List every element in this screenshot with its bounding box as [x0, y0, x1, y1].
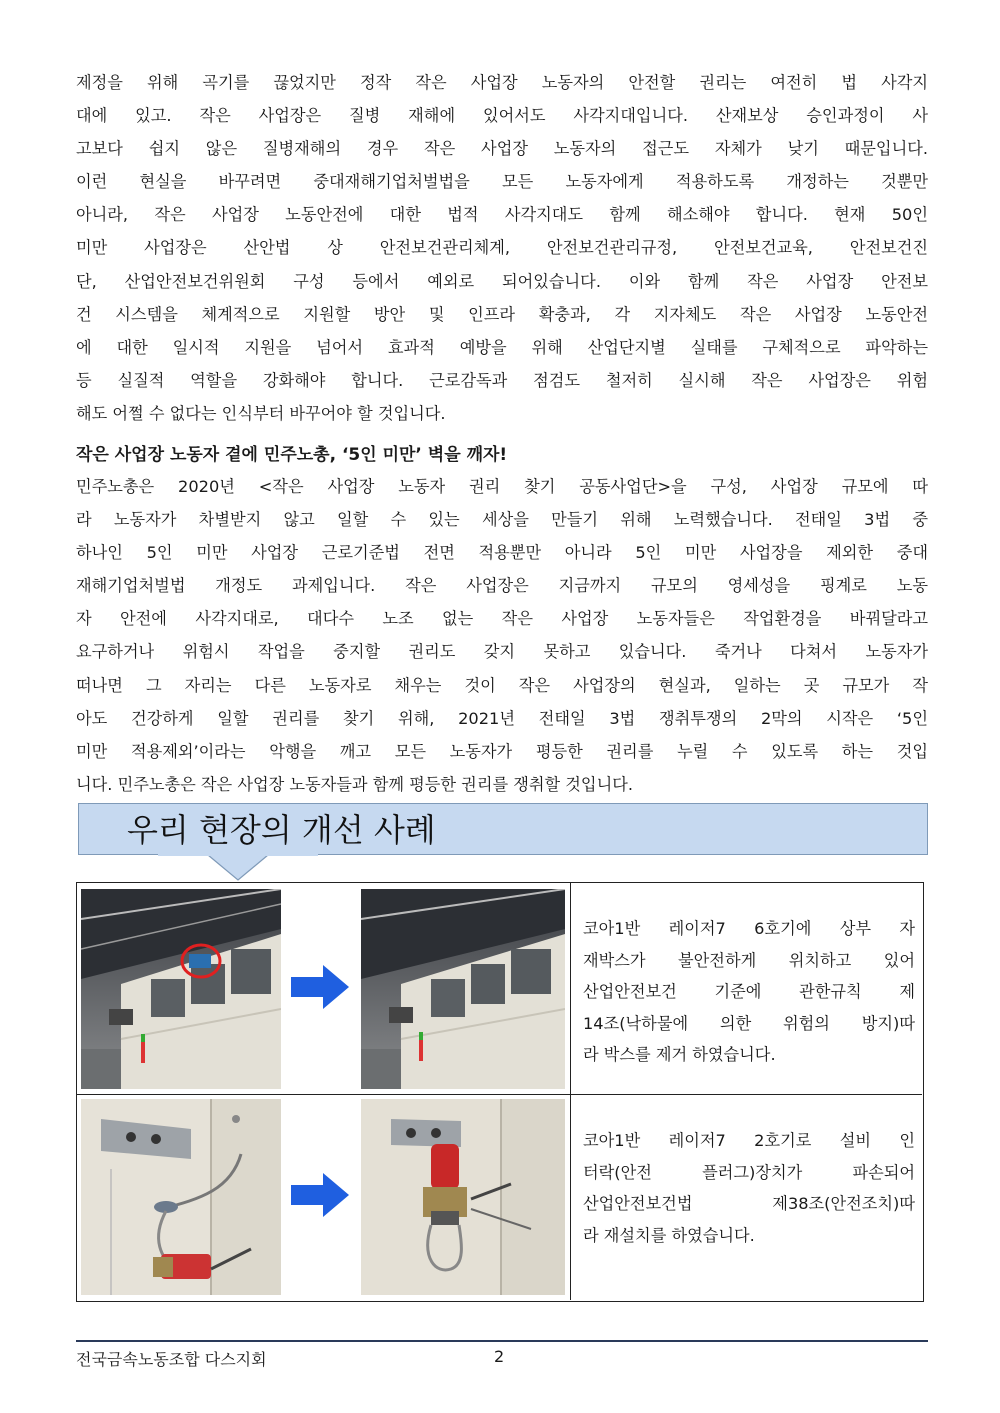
before-photo: [81, 1099, 281, 1295]
paragraph-line: 요구하거나 위험시 작업을 중지할 권리도 갖지 못하고 있습니다. 죽거나 다쳐서 노동자가: [76, 642, 928, 662]
banner-title: 우리 현장의 개선 사례: [127, 811, 436, 849]
arrow-right-icon: [291, 965, 349, 1009]
footer-divider: [76, 1340, 928, 1342]
paragraph-line: 에 대한 일시적 지원을 넘어서 효과적 예방을 위해 산업단지별 실태를 구체적으로 파악하는: [76, 337, 928, 357]
paragraph-line: 대에 있고. 작은 사업장은 질병 재해에 있어서도 사각지대입니다. 산재보상 승인과정이 사: [76, 106, 928, 126]
after-photo: [361, 1099, 565, 1295]
arrow-right-icon: [291, 1173, 349, 1217]
paragraph-line: 단, 산업안전보건위원회 구성 등에서 예외로 되어있습니다. 이와 함께 작은 사업장 안전보: [76, 271, 928, 291]
case-row-2: [77, 1095, 922, 1300]
description-line: 14조(낙하물에 의한 위험의 방지)따: [583, 1013, 915, 1033]
description-line: 터락(안전 플러그)장치가 파손되어: [583, 1162, 915, 1182]
case-description: [583, 913, 915, 1071]
improvement-cases-table: [76, 882, 924, 1302]
case-row-1: [77, 883, 922, 1095]
paragraph-line: 제정을 위해 곡기를 끊었지만 정작 작은 사업장 노동자의 안전할 권리는 여전히 법 사각지: [76, 73, 928, 92]
banner-pointer-icon: [158, 854, 318, 882]
paragraph-line: 고보다 쉽지 않은 질병재해의 경우 작은 사업장 노동자의 접근도 자체가 낮기 때문입니다.: [76, 139, 928, 159]
description-line: 코아1반 레이저7 2호기로 설비 인: [583, 1131, 915, 1150]
paragraph-line: 아니라, 작은 사업장 노동안전에 대한 법적 사각지대도 함께 해소해야 합니다. 현재 50인: [76, 205, 928, 225]
paragraph-line: 미만 사업장은 산안법 상 안전보건관리체계, 안전보건관리규정, 안전보건교육, 안전보건진: [76, 238, 928, 258]
description-line: 재박스가 불안전하게 위치하고 있어: [583, 950, 915, 970]
before-photo: [81, 889, 281, 1089]
after-photo: [361, 889, 565, 1089]
description-line: 산업안전보건법 제38조(안전조치)따: [583, 1194, 915, 1213]
footer-organization: 전국금속노동조합 다스지회: [76, 1350, 267, 1369]
description-line: 코아1반 레이저7 6호기에 상부 자: [583, 919, 915, 938]
paragraph-line: 아도 건강하게 일할 권리를 찾기 위해, 2021년 전태일 3법 쟁취투쟁의 2막의 시작은 ‘5인: [76, 708, 928, 728]
case-photos: [77, 1095, 571, 1300]
section-heading: 작은 사업장 노동자 곁에 민주노총, ‘5인 미만’ 벽을 깨자!: [76, 445, 508, 465]
paragraph-line: 건 시스템을 체계적으로 지원할 방안 및 인프라 확충과, 각 지자체도 작은 사업장 노동안전: [76, 304, 928, 324]
paragraph-line: 재해기업처벌법 개정도 과제입니다. 작은 사업장은 지금까지 규모의 영세성을 핑계로 노동: [76, 576, 928, 596]
paragraph-line: 하나인 5인 미만 사업장 근로기준법 전면 적용뿐만 아니라 5인 미만 사업장을 제외한 중대: [76, 543, 928, 563]
paragraph-line: 떠나면 그 자리는 다른 노동자로 채우는 것이 작은 사업장의 현실과, 일하는 곳 규모가 작: [76, 675, 928, 695]
body-paragraph-1: [76, 66, 928, 430]
body-paragraph-2: [76, 470, 928, 801]
description-line: 산업안전보건 기준에 관한규칙 제: [583, 982, 915, 1001]
page-number: 2: [494, 1347, 505, 1366]
cases-banner: [78, 803, 928, 855]
paragraph-line: 등 실질적 역할을 강화해야 합니다. 근로감독과 점검도 철저히 실시해 작은 사업장은 위험: [76, 370, 928, 390]
paragraph-line: 민주노총은 2020년 <작은 사업장 노동자 권리 찾기 공동사업단>을 구성, 사업장 규모에 따: [76, 477, 928, 496]
paragraph-line: 이런 현실을 바꾸려면 중대재해기업처벌법을 모든 노동자에게 적용하도록 개정하는 것뿐만: [76, 172, 928, 192]
case-photos: [77, 883, 571, 1094]
description-line: 라 박스를 제거 하였습니다.: [583, 1045, 776, 1064]
description-line: 라 재설치를 하였습니다.: [583, 1225, 755, 1245]
paragraph-line: 해도 어쩔 수 없다는 인식부터 바꾸어야 할 것입니다.: [76, 403, 446, 423]
paragraph-line: 자 안전에 사각지대로, 대다수 노조 없는 작은 사업장 노동자들은 작업환경을 바꿔달라고: [76, 609, 928, 629]
paragraph-line: 니다. 민주노총은 작은 사업장 노동자들과 함께 평등한 권리를 쟁취할 것입니다.: [76, 774, 633, 794]
paragraph-line: 라 노동자가 차별받지 않고 일할 수 있는 세상을 만들기 위해 노력했습니다. 전태일 3법 중: [76, 510, 928, 530]
case-description: [583, 1125, 915, 1251]
paragraph-line: 미만 적용제외’이라는 악행을 깨고 모든 노동자가 평등한 권리를 누릴 수 있도록 하는 것입: [76, 741, 928, 761]
